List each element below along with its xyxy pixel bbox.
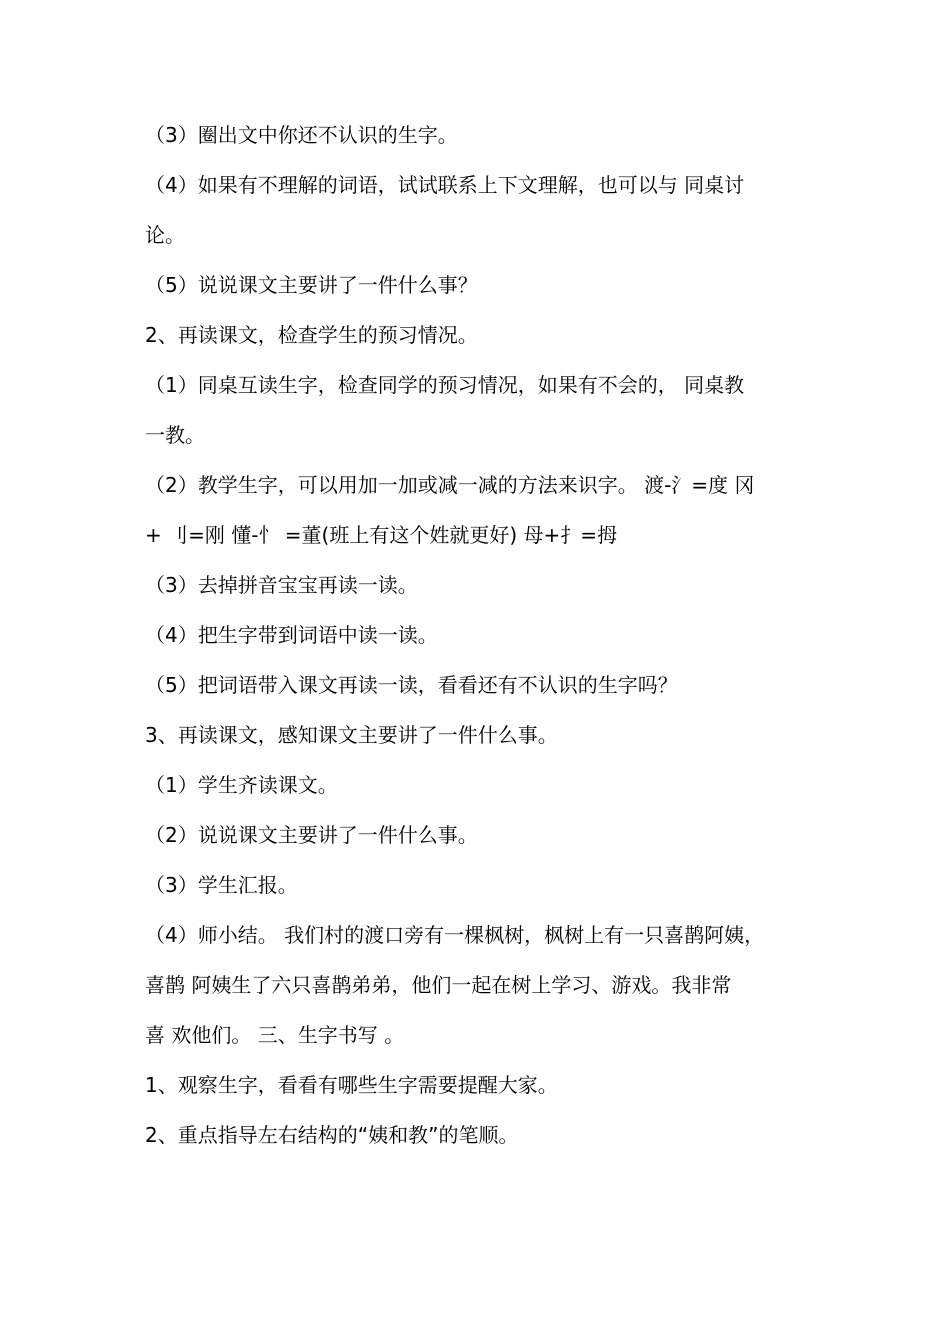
text-line: 3、再读课文，感知课文主要讲了一件什么事。 <box>145 723 558 747</box>
text-line: （5）把词语带入课文再读一读，看看还有不认识的生字吗？ <box>145 673 678 697</box>
text-line: 2、再读课文，检查学生的预习情况。 <box>145 323 478 347</box>
text-line: 2、重点指导左右结构的“姨和教”的笔顺。 <box>145 1123 519 1147</box>
text-line: （4）师小结。 我们村的渡口旁有一棵枫树，枫树上有一只喜鹊阿姨， <box>145 923 765 947</box>
text-line: （1）学生齐读课文。 <box>145 773 338 797</box>
text-line: （2）教学生字，可以用加一加或减一减的方法来识字。 渡-氵=度 冈 <box>145 473 755 497</box>
text-line: 一教。 <box>145 423 205 447</box>
text-line: 1、观察生字，看看有哪些生字需要提醒大家。 <box>145 1073 558 1097</box>
text-line: （5）说说课文主要讲了一件什么事？ <box>145 273 478 297</box>
text-line: （3）圈出文中你还不认识的生字。 <box>145 123 458 147</box>
text-line: （1）同桌互读生字，检查同学的预习情况，如果有不会的， 同桌教 <box>145 373 745 397</box>
text-line: （3）去掉拼音宝宝再读一读。 <box>145 573 418 597</box>
text-line: （4）把生字带到词语中读一读。 <box>145 623 438 647</box>
text-line: （3）学生汇报。 <box>145 873 298 897</box>
text-line: + 刂=刚 懂-忄 =董(班上有这个姓就更好) 母+扌=拇 <box>145 523 618 547</box>
text-line: 论。 <box>145 223 185 247</box>
text-line: （2）说说课文主要讲了一件什么事。 <box>145 823 478 847</box>
text-line: 喜鹊 阿姨生了六只喜鹊弟弟，他们一起在树上学习、游戏。我非常 <box>145 973 732 997</box>
text-line: （4）如果有不理解的词语，试试联系上下文理解，也可以与 同桌讨 <box>145 173 745 197</box>
text-line: 喜 欢他们。 三、生字书写 。 <box>145 1023 405 1047</box>
